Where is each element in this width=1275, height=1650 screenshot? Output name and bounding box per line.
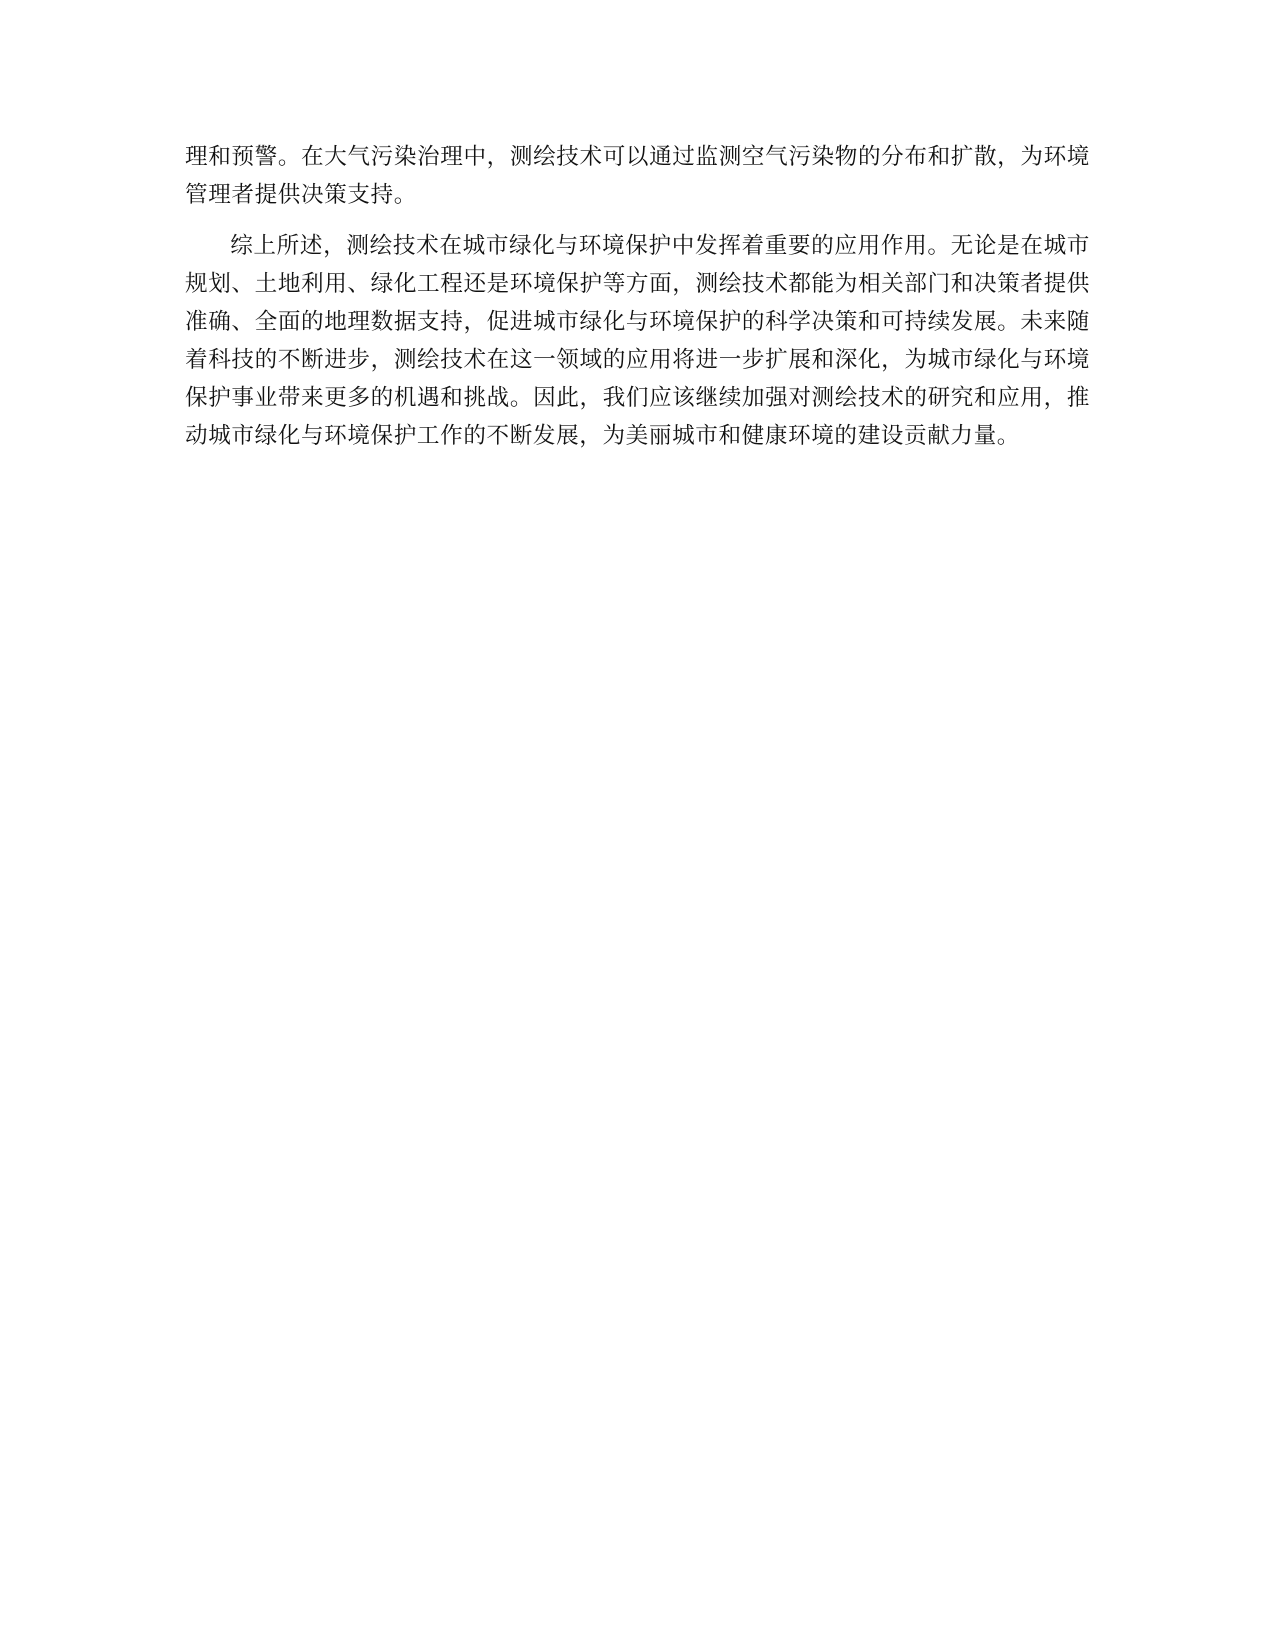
paragraph-conclusion: 综上所述，测绘技术在城市绿化与环境保护中发挥着重要的应用作用。无论是在城市规划、土地利用、绿化工程还是环境保护等方面，测绘技术都能为相关部门和决策者提供准确、全面的地理数据支持，促进城市绿化与环境保护的科学决策和可持续发展。未来随着科技的不断进步，测绘技术在这一领域的应用将进一步扩展和深化，为城市绿化与环境保护事业带来更多的机遇和挑战。因此，我们应该继续加强对测绘技术的研究和应用，推动城市绿化与环境保护工作的不断发展，为美丽城市和健康环境的建设贡献力量。 (185, 233, 1090, 449)
paragraph-continuation: 理和预警。在大气污染治理中，测绘技术可以通过监测空气污染物的分布和扩散，为环境管理者提供决策支持。 (185, 144, 1090, 208)
document-page (185, 138, 1090, 455)
